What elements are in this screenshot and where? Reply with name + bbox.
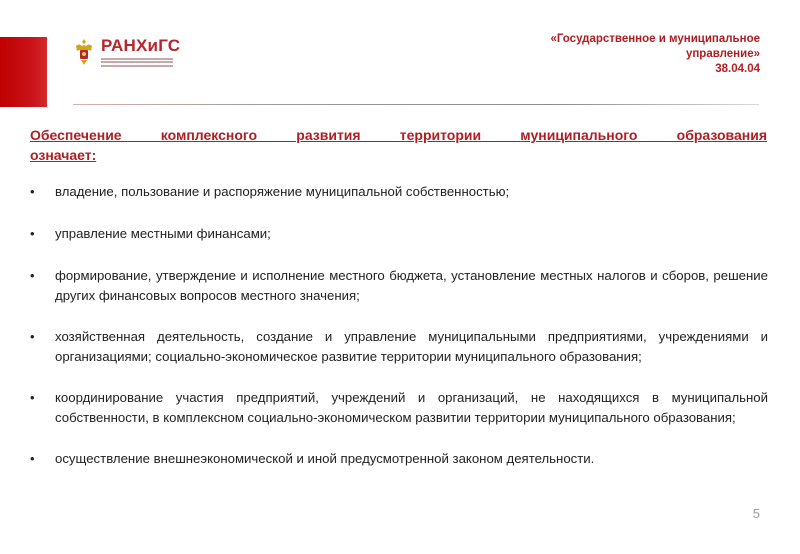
program-title-line2: управление» [685, 48, 760, 60]
list-item [30, 224, 768, 244]
bullet-icon: • [30, 390, 35, 405]
list-item-text: хозяйственная деятельность, создание и управление муниципальными предприятиями, учреждениями и организациями; социально-экономическое развитие территории муниципального образования; [55, 329, 768, 364]
list-item-text: осуществление внешнеэкономической и иной предусмотренной законом деятельности. [55, 451, 595, 466]
slide-heading-line2: означает: [30, 147, 97, 163]
list-item [30, 327, 768, 367]
bullet-icon: • [30, 329, 35, 344]
page-number: 5 [752, 506, 760, 521]
list-item [30, 182, 768, 202]
slide-heading-line1: Обеспечение комплексного развития территории муниципального образования [30, 127, 767, 143]
list-item [30, 388, 768, 428]
bullet-icon: • [30, 226, 35, 241]
red-accent-bar [0, 37, 47, 107]
list-item [30, 449, 768, 469]
header-divider [73, 104, 759, 105]
slide-heading [30, 125, 767, 165]
bullet-icon: • [30, 451, 35, 466]
logo-subtitle-lines [101, 56, 180, 67]
list-item-text: формирование, утверждение и исполнение местного бюджета, установление местных налогов и сборов, решение других финансовых вопросов местного значения; [55, 268, 768, 303]
ranepa-logo [73, 36, 180, 68]
bullet-icon: • [30, 268, 35, 283]
list-item-text: координирование участия предприятий, учреждений и организаций, не находящихся в муниципальной собственности, в комплексном социально-экономическом развитии территории муниципального образования; [55, 390, 768, 425]
bullet-list [30, 182, 768, 469]
list-item-text: управление местными финансами; [55, 226, 271, 241]
double-headed-eagle-emblem-icon [73, 37, 95, 67]
list-item [30, 266, 768, 306]
logo-title: РАНХиГС [101, 36, 181, 56]
list-item-text: владение, пользование и распоряжение муниципальной собственностью; [55, 184, 510, 199]
bullet-icon: • [30, 184, 35, 199]
program-title [520, 32, 760, 77]
program-code: 38.04.04 [715, 63, 760, 75]
program-title-line1: «Государственное и муниципальное [550, 33, 760, 45]
